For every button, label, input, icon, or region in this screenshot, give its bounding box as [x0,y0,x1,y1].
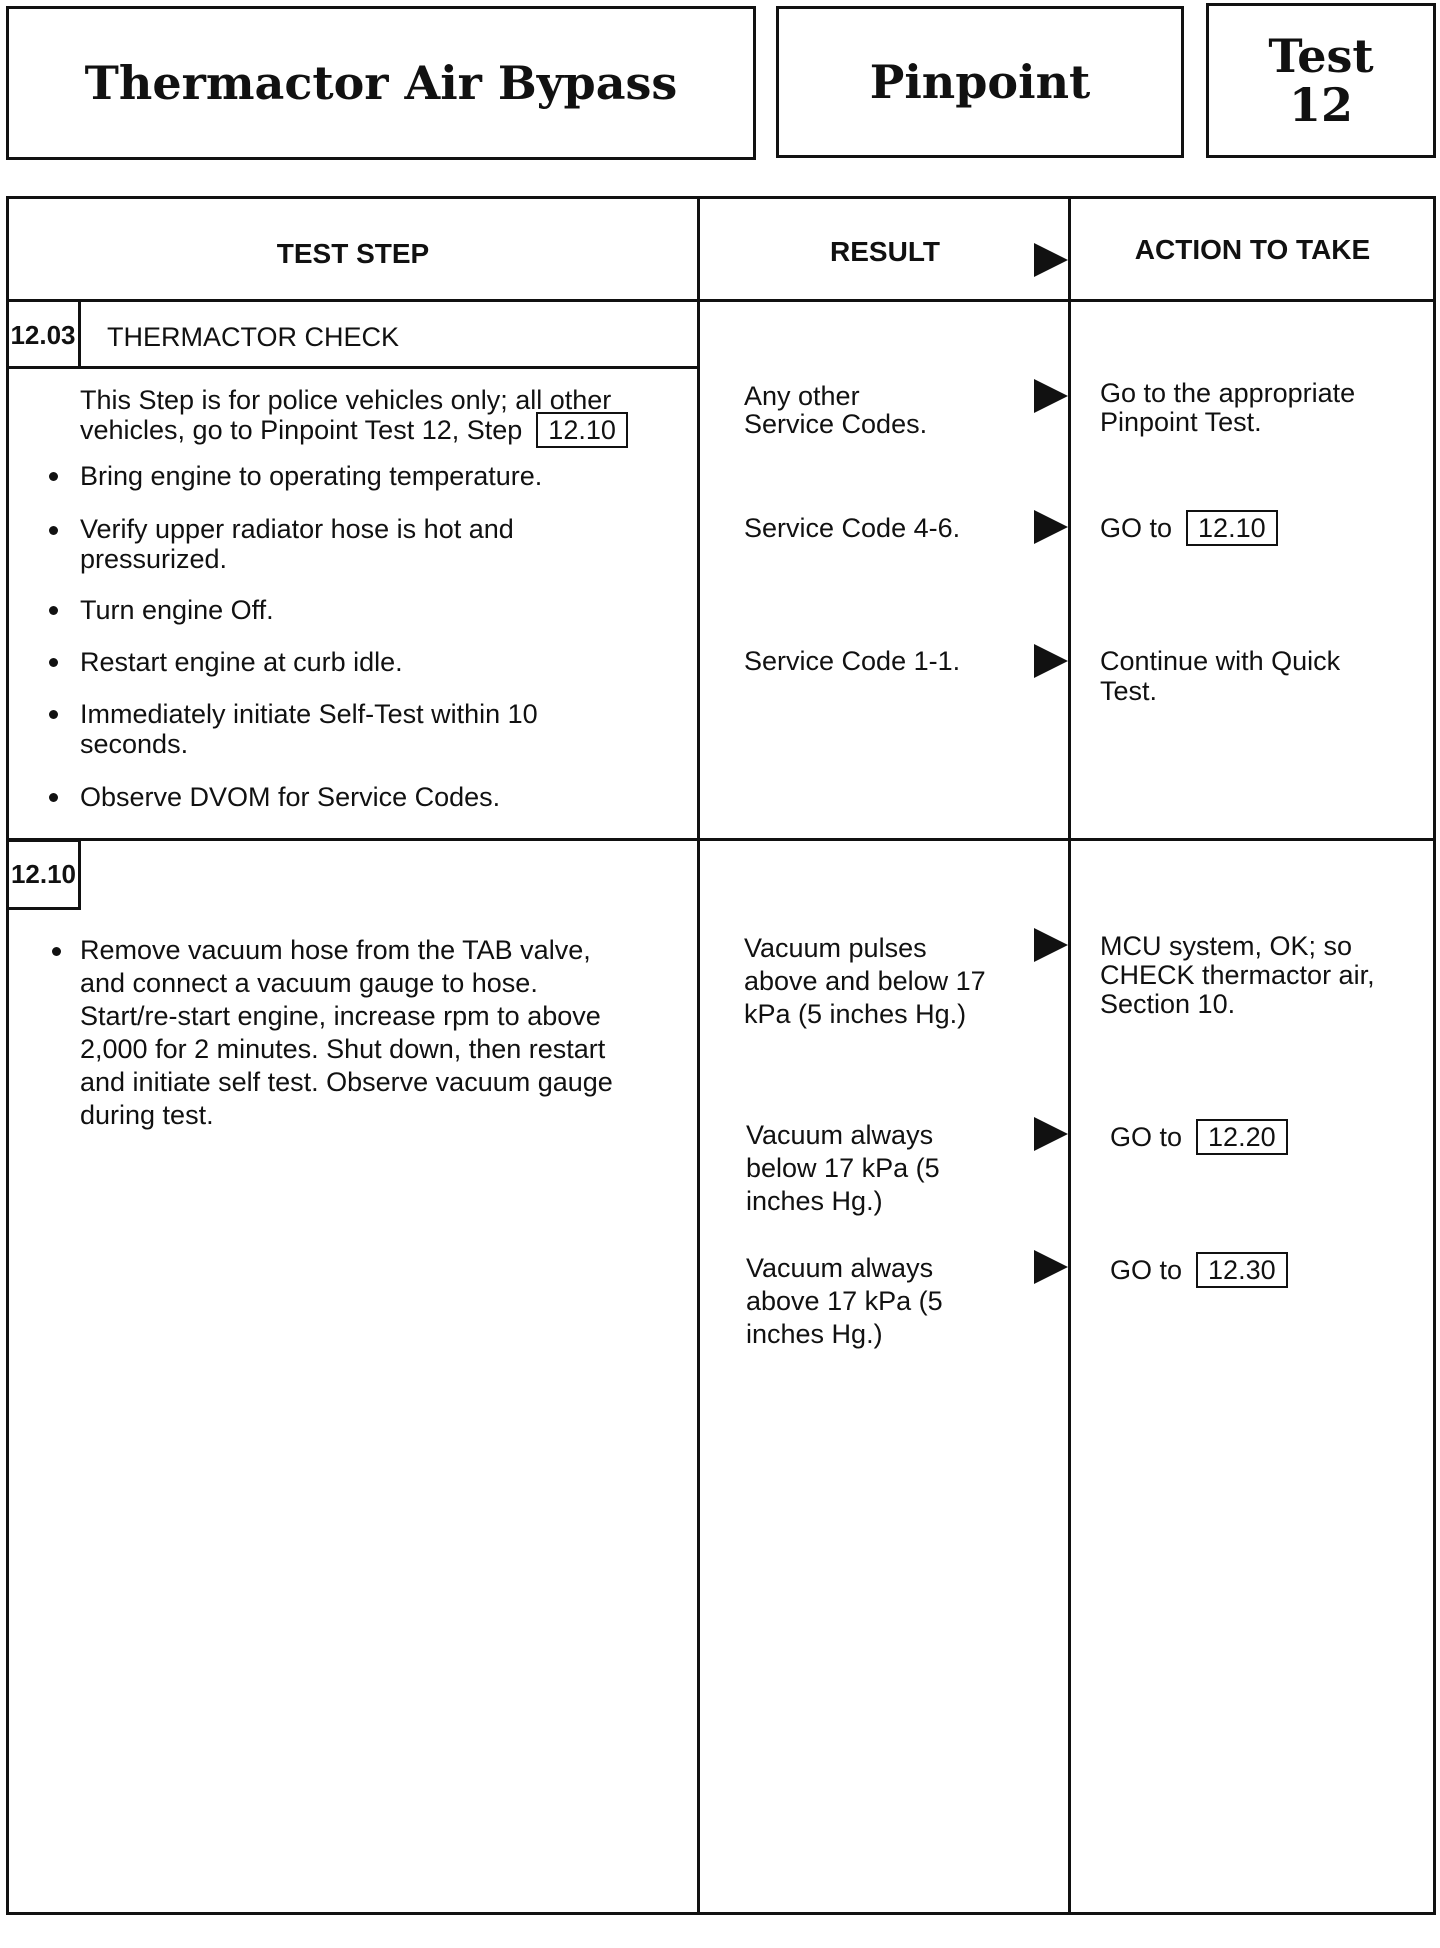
test-label: Test [1268,29,1374,84]
row-divider [8,838,1434,841]
instruction-line: and connect a vacuum gauge to hose. [80,968,538,998]
test-number: 12 [1288,77,1353,132]
intro-text: vehicles, go to Pinpoint Test 12, Step [80,415,523,445]
result-text: inches Hg.) [746,1319,883,1349]
action-text: MCU system, OK; so [1100,931,1353,961]
action-text: Continue with Quick [1100,646,1341,676]
bullet-icon [49,526,58,535]
test-number-box [1206,3,1436,158]
step-ref-1220: 12.20 [1196,1119,1288,1155]
action-text: CHECK thermactor air, [1100,960,1375,990]
result-arrow-icon [1034,928,1068,962]
bullet-text: Immediately initiate Self-Test within 10 [80,699,538,729]
step-ref-1210: 12.10 [1186,510,1278,546]
page-title: Thermactor Air Bypass [84,56,678,110]
intro-line-2 [80,412,628,448]
step-number-1210: 12.10 [6,839,81,910]
action-goto [1100,510,1278,546]
column-header-action: ACTION TO TAKE [1134,234,1371,265]
action-text: Test. [1100,676,1158,706]
step-number-divider [78,302,81,368]
result-text: inches Hg.) [746,1186,883,1216]
action-goto-text: GO to [1100,513,1173,543]
result-text: Vacuum always [746,1120,934,1150]
instruction-line: Start/re-start engine, increase rpm to above [80,1001,601,1031]
result-arrow-icon [1034,1250,1068,1284]
step-ref-1230: 12.30 [1196,1252,1288,1288]
instruction-line: 2,000 for 2 minutes. Shut down, then restart [80,1034,606,1064]
bullet-text: Bring engine to operating temperature. [80,461,543,491]
result-arrow-icon [1034,510,1068,544]
intro-line-1: This Step is for police vehicles only; all other [80,385,612,415]
bullet-text: Turn engine Off. [80,595,274,625]
result-text: Service Code 1-1. [744,646,961,676]
section-box [776,6,1184,158]
column-divider [1068,198,1071,1913]
row-divider [8,299,1434,302]
action-goto [1110,1252,1288,1288]
column-arrow-icon [1034,243,1068,277]
bullet-icon [52,947,61,956]
instruction-line: and initiate self test. Observe vacuum gauge [80,1067,613,1097]
instruction-line: Remove vacuum hose from the TAB valve, [80,935,591,965]
action-text: Go to the appropriate [1100,378,1356,408]
bullet-text: Verify upper radiator hose is hot and [80,514,514,544]
result-text: Vacuum pulses [744,933,927,963]
bullet-text: pressurized. [80,544,228,574]
bullet-text: seconds. [80,729,189,759]
step-title-1203: THERMACTOR CHECK [107,322,400,352]
column-divider [697,198,700,1913]
result-text: Any other [744,381,860,411]
instruction-line: during test. [80,1100,214,1130]
result-text: above 17 kPa (5 [746,1286,943,1316]
column-header-result: RESULT [830,236,940,267]
bullet-icon [49,658,58,667]
result-text: Service Codes. [744,409,928,439]
step-ref-1210: 12.10 [536,412,628,448]
result-text: Service Code 4-6. [744,513,961,543]
action-goto [1110,1119,1288,1155]
step-number-1203: 12.03 [10,319,76,350]
bullet-text: Observe DVOM for Service Codes. [80,782,501,812]
result-text: below 17 kPa (5 [746,1153,940,1183]
section-title: Pinpoint [869,55,1091,109]
title-box [6,6,756,160]
result-arrow-icon [1034,644,1068,678]
result-text: kPa (5 inches Hg.) [744,999,967,1029]
result-text: Vacuum always [746,1253,934,1283]
result-text: above and below 17 [744,966,986,996]
action-goto-text: GO to [1110,1122,1183,1152]
bullet-icon [49,793,58,802]
result-arrow-icon [1034,1117,1068,1151]
result-arrow-icon [1034,379,1068,413]
step-title-underline [8,366,698,369]
action-text: Section 10. [1100,989,1236,1019]
column-header-test-step: TEST STEP [276,238,430,269]
bullet-icon [49,606,58,615]
action-goto-text: GO to [1110,1255,1183,1285]
bullet-text: Restart engine at curb idle. [80,647,403,677]
bullet-icon [49,710,58,719]
bullet-icon [49,472,58,481]
action-text: Pinpoint Test. [1100,407,1262,437]
